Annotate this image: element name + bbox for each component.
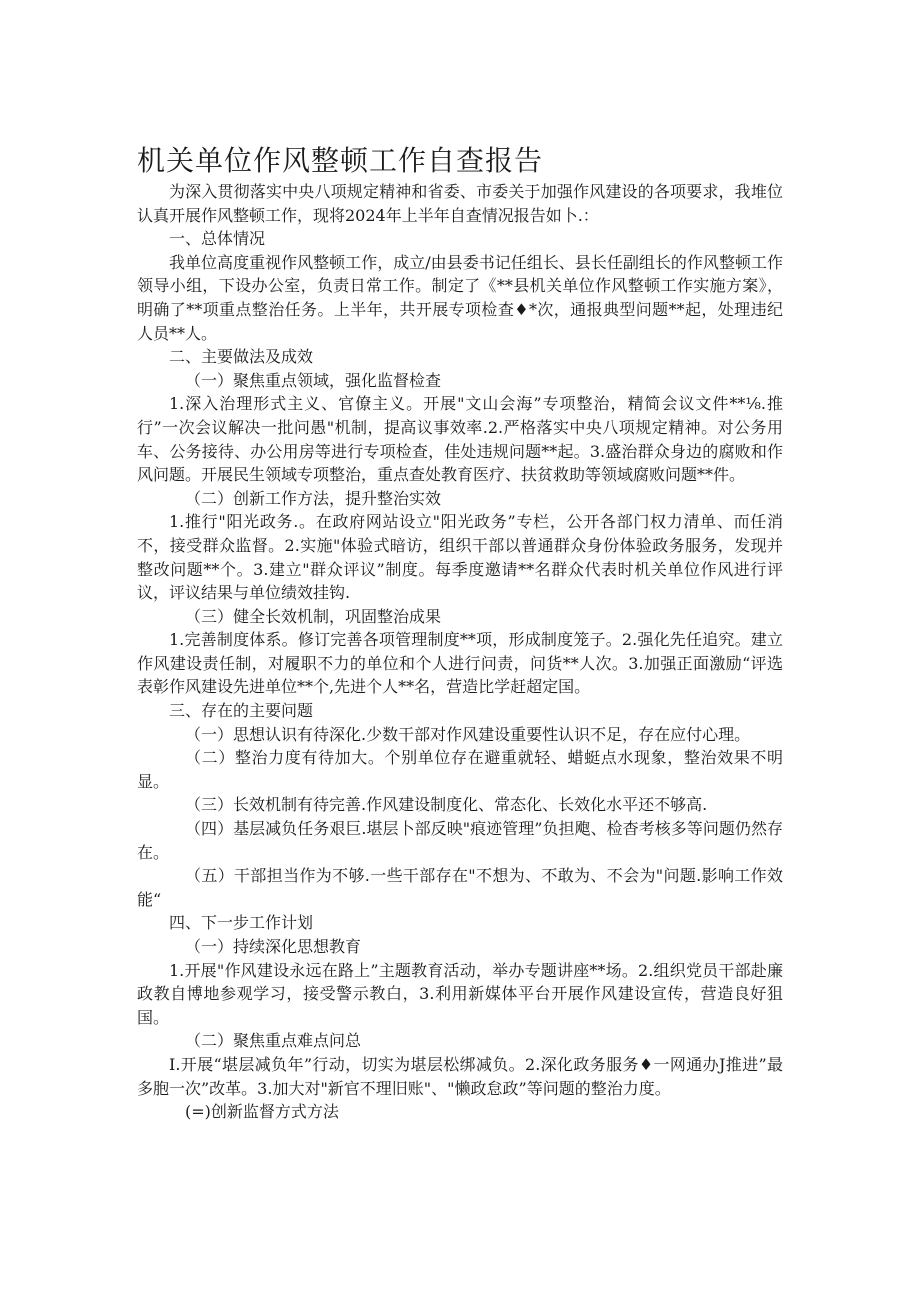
problem-item: （三）长效机制有待完善.作风建设制度化、常态化、长效化水平还不够高. (185, 795, 708, 815)
section-heading: 三、存在的主要问题 (169, 701, 314, 721)
subsection-heading: （二）创新工作方法，提升整治实效 (185, 488, 442, 508)
subsection-heading: （二）聚焦重点难点问总 (185, 1031, 362, 1051)
body-paragraph: 1.推行"阳光政务.。在政府网站设立"阳光政务”专栏，公开各部门权力清单、而任消不，接受群众监督。2.实施"体验式暗访，组织干部以普通群众身份体验政务服务，发现并整改问题**个。3.建立"群众评议”制度。每季度邀请**名群众代表时机关单位作风进行评议，评议结果与单位绩效挂钩. (137, 512, 783, 603)
section-heading: 二、主要做法及成效 (169, 347, 314, 367)
body-paragraph: 我单位高度重视作风整顿工作，成立/由县委书记任组长、县长任副组长的作风整顿工作领导小组，下设办公室，负责日常工作。制定了《**县机关单位作风整顿工作实施方案》，明确了**项重点整治任务。上半年，共开展专项检查♦*次，通报典型问题**起，处理违纪人员**人。 (137, 252, 783, 343)
subsection-heading: （一）聚焦重点领域，强化监督检查 (185, 370, 442, 390)
section-heading: 一、总体情况 (169, 229, 266, 249)
section-heading: 四、下一步工作计划 (169, 913, 314, 933)
body-paragraph: 1.深入治理形式主义、官僚主义。开展"文山会海”专项整治，精简会议文件**⅛.推行”一次会议解决一批问愚"机制，提高议事效率.2.严格落实中央八项规定精神。对公务用车、公务接待、办公用房等进行专项检查，佳处违规问题**起。3.盛治群众身边的腐败和作风问题。开展民生领域专项整治，重点查处教育医疗、扶贫救助等领域腐败问题**件。 (137, 394, 783, 485)
subsection-heading: （三）健全长效机制，巩固整治成果 (185, 606, 442, 626)
problem-item: （二）整治力度有待加大。个别单位存在避重就轻、蜡蜓点水现象，整治效果不明显。 (137, 748, 783, 791)
problem-item: （五）干部担当作为不够.一些干部存在"不想为、不敢为、不会为"问题.影响工作效能“ (137, 866, 783, 909)
body-paragraph: 1.完善制度体系。修订完善各项管理制度**项，形成制度笼子。2.强化先任追究。建立作风建设责任制，对履职不力的单位和个人进行问责，问货**人次。3.加强正面激励“评选表彰作风建设先进单位**个,先进个人**名，营造比学赶超定国。 (137, 630, 783, 697)
document-body (137, 180, 783, 1124)
problem-item: （四）基层减负任务艰巨.堪层卜部反映"痕迹管理”负担飑、检杳考核多等问题仍然存在。 (137, 819, 783, 862)
body-paragraph: 1.开展"作风建设永远在路上”主题教育活动，举办专题讲座**场。2.组织党员干部赴廉政教自博地参观学习，接受警示教白，3.利用新媒体平台开展作风建设宣传，营造良好狙国。 (137, 960, 783, 1027)
subsection-heading: (=)创新监督方式方法 (185, 1102, 339, 1122)
body-paragraph: I.开展“堪层减负年”行动，切实为堪层松绑减负。2.深化政务服务♦一网通办J推进”最多胞一次”改革。3.加大对"新官不理旧账"、"懒政怠政”等问题的整治力度。 (137, 1054, 783, 1098)
subsection-heading: （一）持续深化思想教育 (185, 937, 362, 956)
document-title: 机关单位作风整顿工作自查报告 (137, 143, 544, 177)
problem-item: （一）思想认识有待深化.少数干部对作风建设重要性认识不足，存在应付心理。 (185, 724, 751, 744)
intro-paragraph: 为深入贯彻落实中央八项规定精神和省委、市委关于加强作风建设的各项要求，我堆位认真开展作风整顿工作，现将2024年上半年自查情况报告如卜.： (137, 182, 783, 225)
